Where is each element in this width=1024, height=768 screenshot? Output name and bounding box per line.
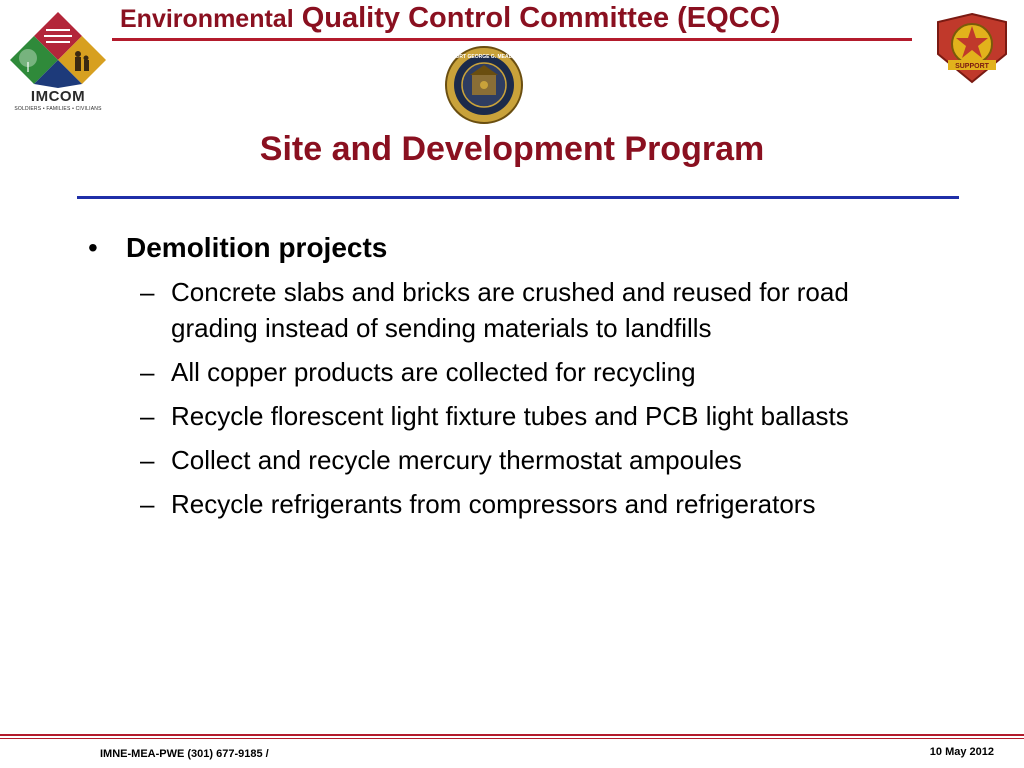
- imcom-logo-tagline: SOLDIERS • FAMILIES • CIVILIANS: [14, 106, 102, 112]
- committee-title-part2: Quality Control Committee (EQCC): [293, 2, 781, 34]
- sub-bullet-item: [88, 398, 931, 434]
- committee-title: [120, 2, 920, 35]
- sub-bullet-text: All copper products are collected for recycling: [171, 357, 696, 387]
- sub-bullet-item: [88, 354, 931, 390]
- dash-icon: –: [140, 445, 155, 475]
- army-insignia-icon: [932, 12, 1012, 84]
- dash-icon: –: [140, 489, 155, 519]
- imcom-logo: [6, 10, 110, 114]
- imcom-logo-text: IMCOM: [30, 88, 86, 105]
- footer-date: 10 May 2012: [929, 746, 994, 758]
- committee-title-part1: Environmental: [120, 5, 294, 33]
- sub-bullet-item: [88, 274, 931, 346]
- sub-bullet-item: [88, 486, 931, 522]
- bullet-icon: •: [88, 232, 98, 263]
- dash-icon: –: [140, 401, 155, 431]
- header-divider: [112, 38, 912, 41]
- army-insignia: [932, 12, 1012, 84]
- fort-meade-seal: [444, 45, 524, 125]
- main-bullet: [88, 228, 948, 268]
- seal-text: FORT GEORGE G. MEADE: [452, 54, 516, 60]
- insignia-motto: SUPPORT: [955, 63, 989, 70]
- slide-content: [88, 228, 948, 530]
- sub-bullet-text: Collect and recycle mercury thermostat ampoules: [171, 445, 742, 475]
- sub-bullet-list: [88, 274, 948, 522]
- dash-icon: –: [140, 357, 155, 387]
- footer-contact: IMNE-MEA-PWE (301) 677-9185 /: [100, 748, 269, 760]
- main-bullet-text: Demolition projects: [126, 232, 388, 263]
- sub-bullet-item: [88, 442, 931, 478]
- imcom-emblem-icon: [6, 10, 110, 90]
- sub-bullet-text: Concrete slabs and bricks are crushed and reused for road grading instead of sending materials to landfills: [171, 277, 849, 343]
- title-divider: [77, 196, 959, 199]
- dash-icon: –: [140, 277, 155, 307]
- footer-divider-top: [0, 734, 1024, 736]
- sub-bullet-text: Recycle refrigerants from compressors and refrigerators: [171, 489, 816, 519]
- sub-bullet-text: Recycle florescent light fixture tubes and PCB light ballasts: [171, 401, 849, 431]
- footer-divider-bottom: [0, 738, 1024, 739]
- fort-meade-seal-icon: [444, 45, 524, 125]
- slide-title: Site and Development Program: [259, 130, 765, 168]
